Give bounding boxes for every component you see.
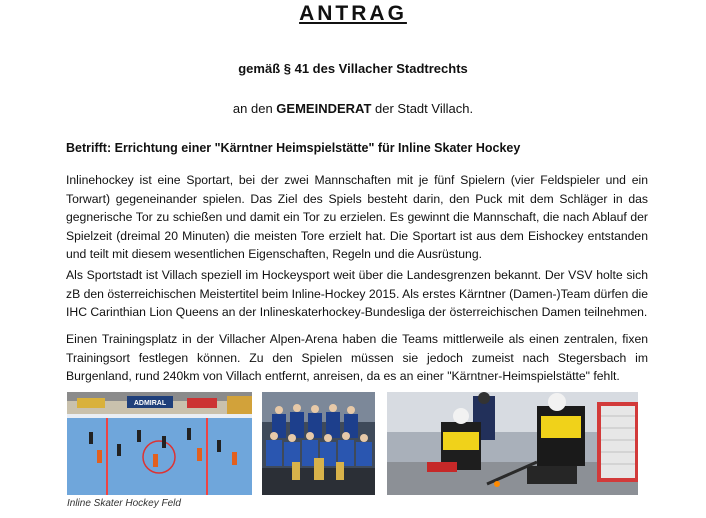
document-title: ANTRAG — [299, 2, 407, 25]
photo-caption: Inline Skater Hockey Feld — [67, 498, 181, 509]
recipient-suffix: der Stadt Villach. — [371, 101, 474, 116]
photo-game-action — [387, 392, 638, 495]
recipient-prefix: an den — [232, 101, 277, 116]
subject-line: Betrifft: Errichtung einer "Kärntner Heimspielstätte" für Inline Skater Hockey — [66, 141, 521, 155]
photo-arena-field — [67, 392, 252, 495]
admiral-banner-text: ADMIRAL — [133, 400, 167, 407]
photo-team-trophies — [262, 392, 375, 495]
recipient-bold: GEMEINDERAT — [276, 101, 372, 116]
paragraph-intro: Inlinehockey ist eine Sportart, bei der zwei Mannschaften mit je fünf Spielern (vier Feldspieler und ein Torwart) gegeneinander spielen. Das Ziel des Spiels besteht darin, den Puck mit dem Schläger in das gegnerische Tor zu schießen und damit ein Tor zu erzielen. Es gewinnt die Mannschaft, die nach Ablauf der Spielzeit (dreimal 20 Minuten) die meisten Tore erzielt hat. Die Sportart ist aus dem Eishockey entstanden und teilt mit diesem wesentlichen Eigenschaften, Regeln und die Ausrüstung. — [66, 173, 648, 261]
recipient-line — [0, 101, 706, 116]
paragraph-sportstadt: Als Sportstadt ist Villach speziell im Hockeysport weit über die Landesgrenzen bekannt. Der VSV holte sich zB den österreichischen Meistertitel beim Inline-Hockey 2015. Als erstes Kärntner (Damen-)Team dürfen die IHC Carinthian Lion Queens an der Inlineskaterhockey-Bundesliga der österreichischen Damen teilnehmen. — [66, 268, 648, 319]
document-subtitle: gemäß § 41 des Villacher Stadtrechts — [238, 61, 468, 76]
paragraph-trainingsplatz: Einen Trainingsplatz in der Villacher Alpen-Arena haben die Teams mittlerweile als einen zentralen, fixen Trainingsort festlegen können. Zu den Spielen müssen sie jedoch zumeist nach Stegersbach im Burgenland, rund 240km von Villach entfernt, anreisen, da es an einer "Kärntner-Heimspielstätte" fehlt. — [66, 332, 648, 383]
